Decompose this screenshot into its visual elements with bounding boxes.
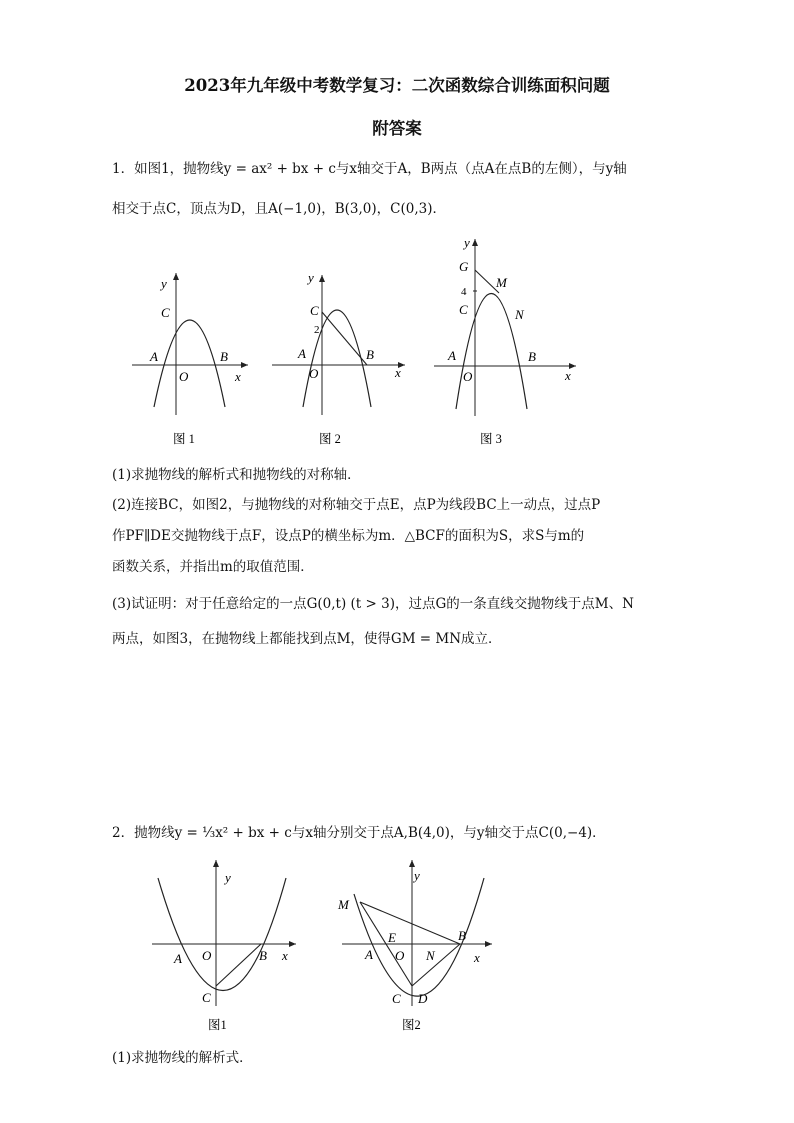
q2-fig2-label-b: B [458, 928, 466, 943]
fig2-label-a: A [298, 346, 306, 361]
q1-text-line2: 相交于点C，顶点为D，且A(−1,0)，B(3,0)，C(0,3)． [112, 201, 446, 217]
q2-figure-2 [334, 856, 496, 1036]
fig2-label-x: x [395, 365, 401, 380]
q2-fig2-label-o: O [395, 948, 405, 963]
q2-fig1-label-y: y [225, 870, 231, 885]
page-subtitle: 附答案 [372, 119, 422, 138]
q1-text-line1: 1．如图1，抛物线y = ax² + bx + c与x轴交于A，B两点（点A在点B的左侧），与y轴 [112, 161, 627, 177]
q1-part1: (1)求抛物线的解析式和抛物线的对称轴． [112, 467, 361, 483]
fig2-label-2: 2 [314, 324, 320, 336]
fig1-label-x: x [235, 369, 241, 384]
fig1-label-o: O [179, 369, 189, 384]
fig2-label-b: B [366, 347, 374, 362]
fig3-label-n: N [515, 307, 524, 322]
q2-fig2-label-y: y [414, 868, 420, 883]
q1-figure-2 [268, 265, 412, 450]
fig1-label-a: A [150, 349, 158, 364]
q1-part3-line2: 两点，如图3，在抛物线上都能找到点M，使得GM = MN成立． [112, 631, 502, 647]
q2-figure-1 [148, 856, 300, 1036]
q2-fig1-label-x: x [282, 948, 288, 963]
fig3-label-y: y [464, 235, 470, 250]
fig3-label-m: M [496, 275, 507, 290]
q1-figure-1 [128, 265, 252, 450]
q2-fig1-caption: 图1 [208, 1018, 227, 1032]
q2-fig1-label-b: B [259, 948, 267, 963]
q1-figure-3 [430, 233, 580, 450]
q2-part1: (1)求抛物线的解析式． [112, 1050, 253, 1066]
fig2-caption: 图 2 [319, 432, 341, 446]
q2-fig2-label-x: x [474, 950, 480, 965]
q1-part2-line3: 函数关系，并指出m的取值范围． [112, 559, 314, 575]
q2-fig2-label-d: D [418, 991, 428, 1006]
page-title: 2023年九年级中考数学复习：二次函数综合训练面积问题 [184, 76, 610, 95]
q1-part2-line1: (2)连接BC，如图2，与抛物线的对称轴交于点E，点P为线段BC上一动点，过点P [112, 497, 601, 513]
q1-part2-line2: 作PF∥DE交抛物线于点F，设点P的横坐标为m．△BCF的面积为S，求S与m的 [112, 528, 585, 544]
fig1-label-y: y [161, 276, 167, 291]
fig3-label-a: A [448, 348, 456, 363]
fig2-label-y: y [308, 270, 314, 285]
q2-fig2-label-n: N [426, 948, 435, 963]
fig3-label-c: C [459, 302, 468, 317]
q2-fig2-label-e: E [388, 930, 396, 945]
fig3-label-o: O [463, 369, 473, 384]
q2-text-line1: 2．抛物线y = ⅓x² + bx + c与x轴分别交于点A,B(4,0)，与y轴交于点C(0,−4)． [112, 825, 606, 841]
q2-fig1-label-c: C [202, 990, 211, 1005]
fig1-caption: 图 1 [173, 432, 195, 446]
fig1-label-c: C [161, 305, 170, 320]
fig2-label-o: O [309, 366, 319, 381]
q2-fig2-caption: 图2 [402, 1018, 421, 1032]
q1-part3-line1: (3)试证明：对于任意给定的一点G(0,t) (t > 3)，过点G的一条直线交抛物线于点M、N [112, 596, 634, 612]
fig2-label-c: C [310, 303, 319, 318]
fig3-label-x: x [565, 368, 571, 383]
q2-fig1-label-o: O [202, 948, 212, 963]
fig1-label-b: B [220, 349, 228, 364]
q2-fig1-label-a: A [174, 951, 182, 966]
q2-fig2-label-c: C [392, 991, 401, 1006]
q2-fig2-label-a: A [365, 947, 373, 962]
q2-fig2-label-m: M [338, 897, 349, 912]
fig3-label-b: B [528, 349, 536, 364]
fig3-label-g: G [459, 259, 469, 274]
fig3-label-4: 4 [461, 286, 467, 298]
fig3-caption: 图 3 [480, 432, 502, 446]
